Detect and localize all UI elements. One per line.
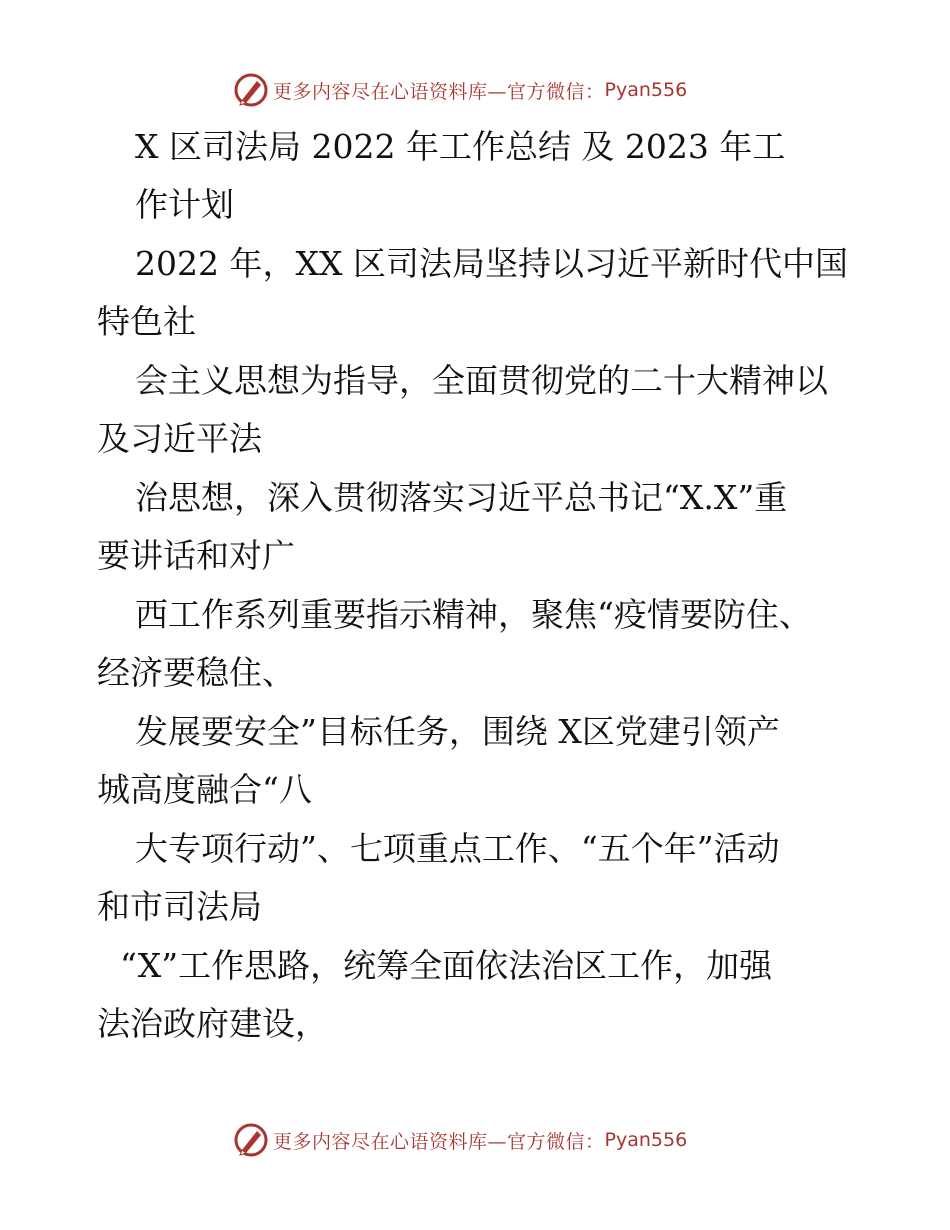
watermark-header	[233, 70, 687, 110]
paragraph-line: 治思想，深入贯彻落实习近平总书记“X.X”重	[135, 478, 788, 517]
paragraph-line: 和市司法局	[97, 887, 262, 926]
paragraph-line: 大专项行动”、七项重点工作、“五个年”活动	[135, 829, 780, 868]
paragraph-line: 要讲话和对广	[97, 536, 295, 575]
doc-title-line-2: 作计划	[135, 185, 234, 224]
paragraph-line: 特色社	[97, 302, 196, 341]
paragraph-line: 2022 年，XX 区司法局坚持以习近平新时代中国	[135, 244, 848, 283]
doc-title-line-1: X 区司法局 2022 年工作总结 及 2023 年工	[135, 127, 786, 166]
watermark-footer	[233, 1120, 687, 1160]
paragraph-line: 发展要安全”目标任务，围绕 X区党建引领产	[135, 712, 780, 751]
paragraph-line: 经济要稳住、	[97, 653, 295, 692]
watermark-text: 更多内容尽在心语资料库—官方微信：	[273, 1130, 605, 1153]
pen-logo-icon	[233, 1122, 269, 1158]
watermark-text: 更多内容尽在心语资料库—官方微信：	[273, 80, 605, 103]
paragraph-line: 会主义思想为指导，全面贯彻党的二十大精神以	[135, 361, 828, 400]
paragraph-line: 城高度融合“八	[97, 770, 312, 809]
paragraph-line: “X”工作思路，统筹全面依法治区工作，加强	[120, 946, 773, 985]
paragraph-line: 及习近平法	[97, 419, 262, 458]
paragraph-line: 法治政府建设，	[97, 1004, 328, 1043]
paragraph-line: 西工作系列重要指示精神，聚焦“疫情要防住、	[135, 595, 812, 634]
watermark-handle: Pyan556	[604, 1129, 688, 1151]
pen-logo-icon	[233, 72, 269, 108]
watermark-handle: Pyan556	[604, 79, 688, 101]
